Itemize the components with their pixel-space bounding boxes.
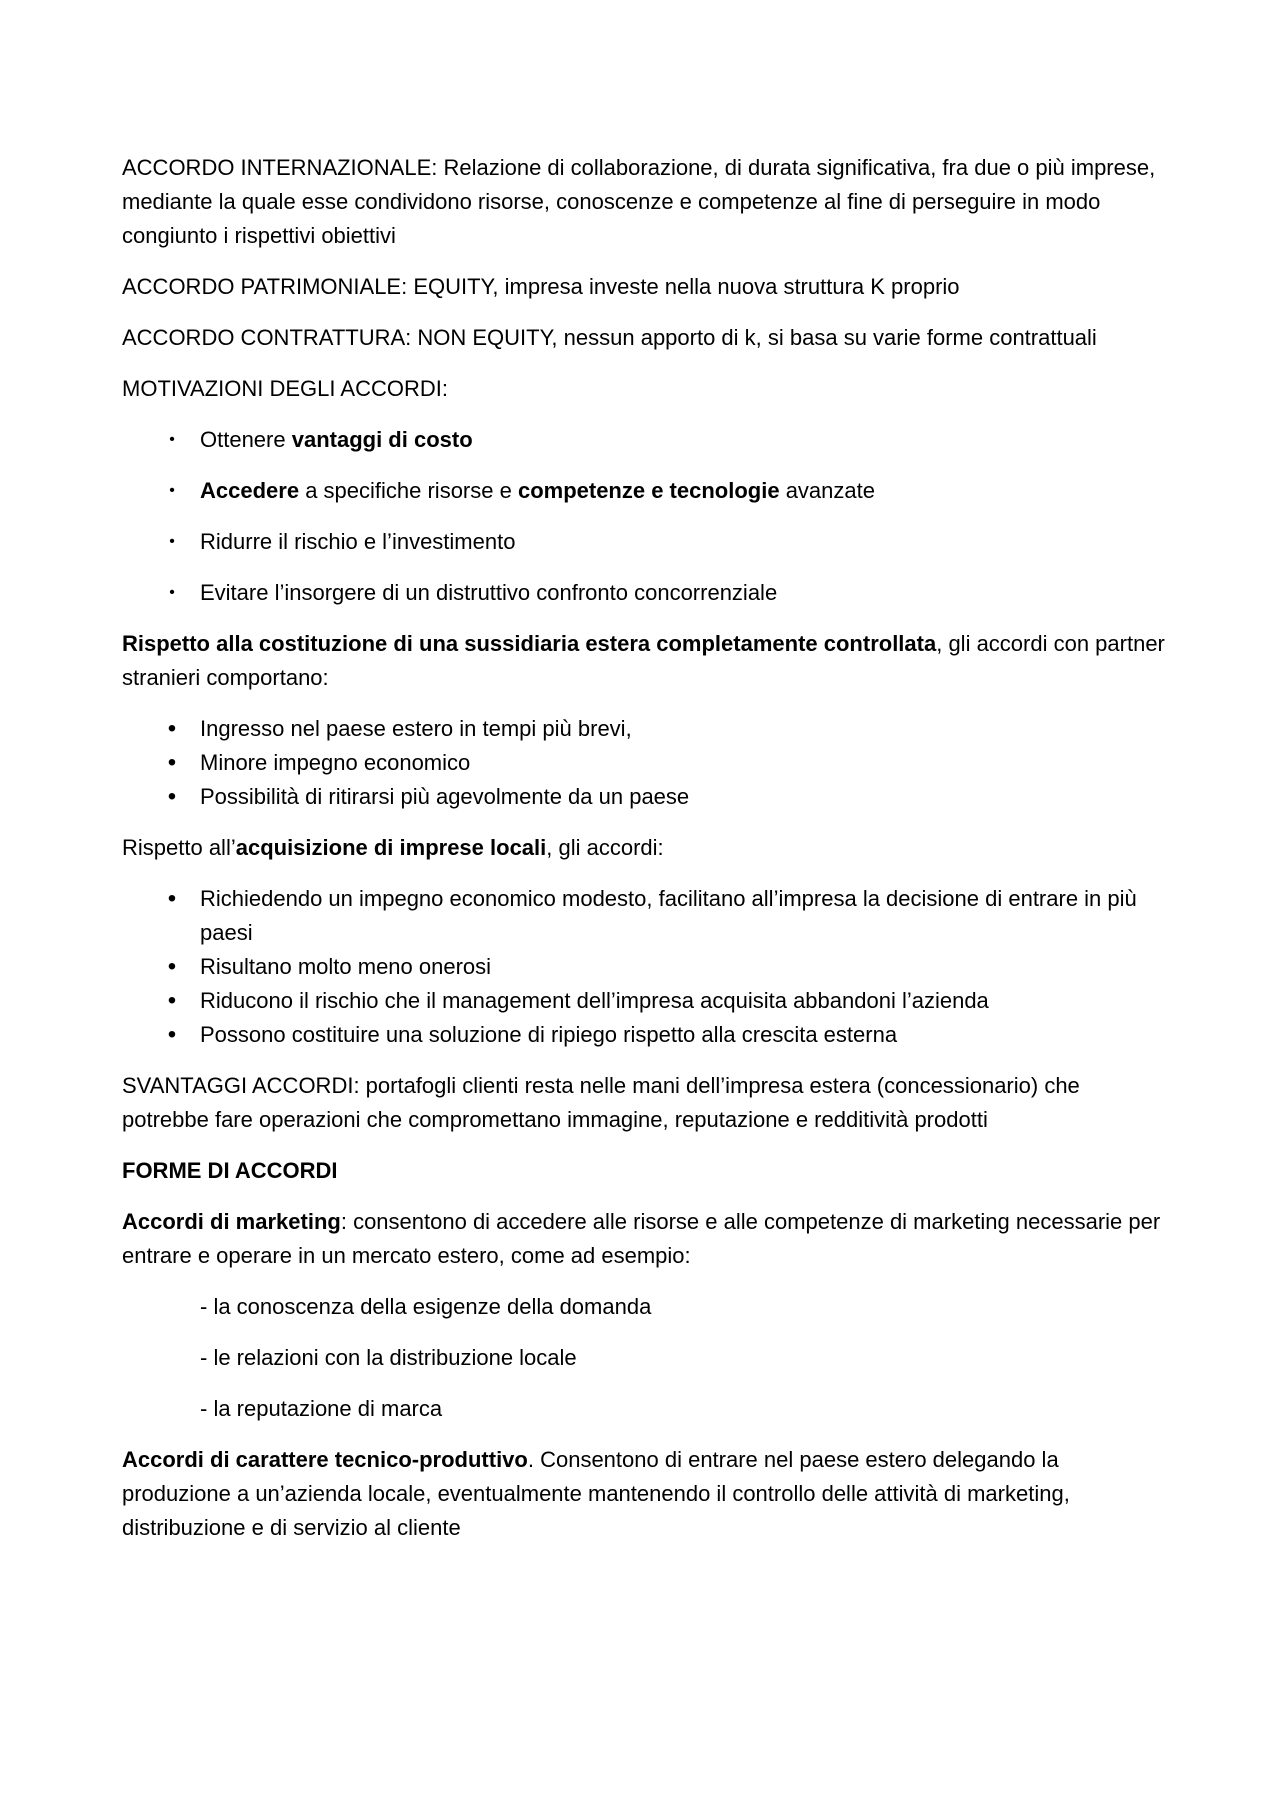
list-item: • Risultano molto meno onerosi	[122, 950, 1170, 984]
paragraph-svantaggi: SVANTAGGI ACCORDI: portafogli clienti resta nelle mani dell’impresa estera (concessionario) che potrebbe fare operazioni che compromettano immagine, reputazione e redditività prodotti	[122, 1073, 1080, 1132]
bullet-icon: •	[169, 482, 175, 499]
heading-forme-di-accordi: FORME DI ACCORDI	[122, 1158, 338, 1183]
bullet-icon: •	[169, 431, 175, 448]
bullet-icon: •	[167, 885, 177, 912]
marketing-item: - le relazioni con la distribuzione locale	[200, 1345, 577, 1370]
list-item: • Ridurre il rischio e l’investimento	[122, 525, 1170, 559]
bullet-icon: •	[167, 715, 177, 742]
list-motivazioni	[122, 423, 1170, 610]
bullet-icon: •	[167, 749, 177, 776]
bullet-icon: •	[167, 953, 177, 980]
paragraph-accordo-internazionale: ACCORDO INTERNAZIONALE: Relazione di collaborazione, di durata significativa, fra due o più imprese, mediante la quale esse condividono risorse, conoscenze e competenze al fine di perseguire in modo congiunto i rispettivi obiettivi	[122, 155, 1156, 248]
bullet-icon: •	[167, 1021, 177, 1048]
list-item: • Possono costituire una soluzione di ripiego rispetto alla crescita esterna	[122, 1018, 1170, 1052]
list-item: • Ottenere vantaggi di costo	[122, 423, 1170, 457]
list-item: • Minore impegno economico	[122, 746, 1170, 780]
paragraph-accordi-tecnico-produttivo: Accordi di carattere tecnico-produttivo. Consentono di entrare nel paese estero delegando la produzione a un’azienda locale, eventualmente mantenendo il controllo delle attività di marketing, distribuzione e di servizio al cliente	[122, 1447, 1070, 1540]
list-item: • Riducono il rischio che il management dell’impresa acquisita abbandoni l’azienda	[122, 984, 1170, 1018]
paragraph-accordi-marketing: Accordi di marketing: consentono di accedere alle risorse e alle competenze di marketing necessarie per entrare e operare in un mercato estero, come ad esempio:	[122, 1209, 1161, 1268]
heading-motivazioni: MOTIVAZIONI DEGLI ACCORDI:	[122, 376, 448, 401]
paragraph-sussidiaria: Rispetto alla costituzione di una sussidiaria estera completamente controllata, gli accordi con partner stranieri comportano:	[122, 631, 1165, 690]
list-item: • Possibilità di ritirarsi più agevolmente da un paese	[122, 780, 1170, 814]
bullet-icon: •	[167, 783, 177, 810]
bullet-icon: •	[169, 584, 175, 601]
paragraph-acquisizione: Rispetto all’acquisizione di imprese locali, gli accordi:	[122, 835, 664, 860]
marketing-item: - la conoscenza della esigenze della domanda	[200, 1294, 652, 1319]
marketing-item: - la reputazione di marca	[200, 1396, 443, 1421]
paragraph-accordo-contrattura: ACCORDO CONTRATTURA: NON EQUITY, nessun apporto di k, si basa su varie forme contrattuali	[122, 325, 1097, 350]
bullet-icon: •	[169, 533, 175, 550]
bullet-icon: •	[167, 987, 177, 1014]
list-acquisizione	[122, 882, 1170, 1052]
list-item: • Evitare l’insorgere di un distruttivo confronto concorrenziale	[122, 576, 1170, 610]
list-sussidiaria	[122, 712, 1170, 814]
paragraph-accordo-patrimoniale: ACCORDO PATRIMONIALE: EQUITY, impresa investe nella nuova struttura K proprio	[122, 274, 960, 299]
list-item: • Richiedendo un impegno economico modesto, facilitano all’impresa la decisione di entrare in più paesi	[122, 882, 1170, 950]
list-item: • Accedere a specifiche risorse e competenze e tecnologie avanzate	[122, 474, 1170, 508]
list-item: • Ingresso nel paese estero in tempi più brevi,	[122, 712, 1170, 746]
